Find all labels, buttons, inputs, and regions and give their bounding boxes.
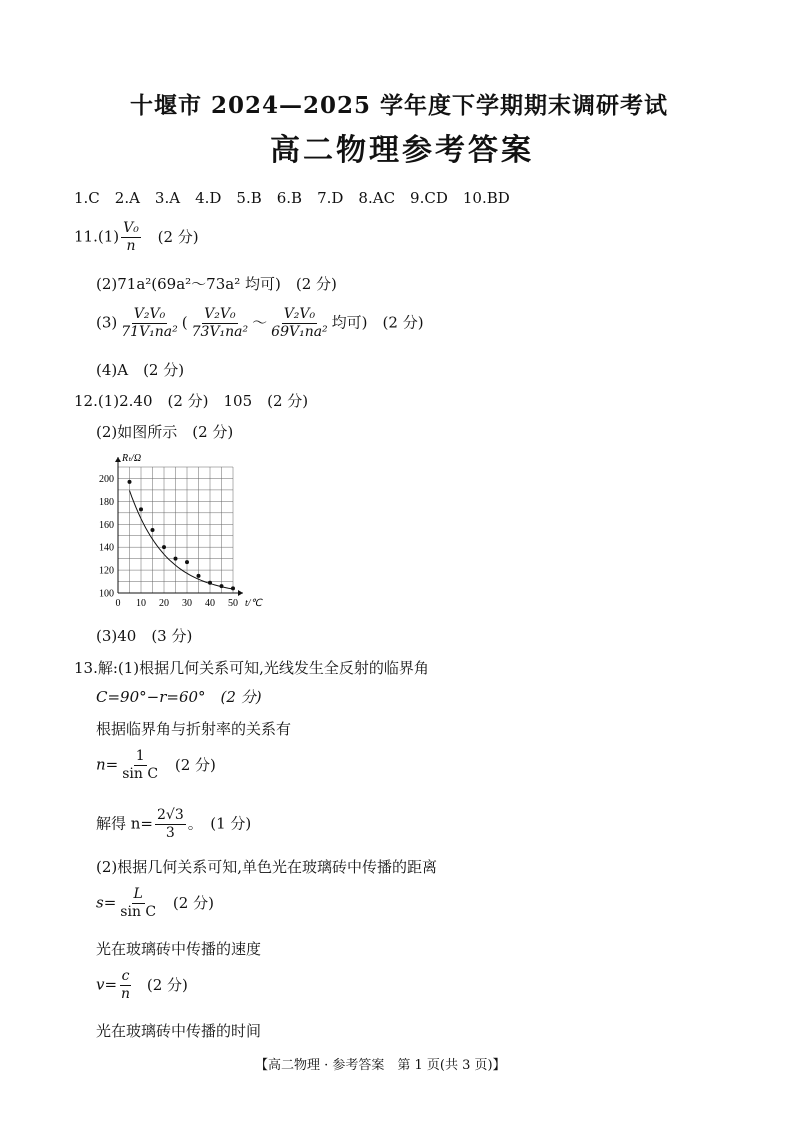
data-point bbox=[174, 557, 178, 561]
x-tick-label: 20 bbox=[159, 598, 169, 609]
q13-l5-num: 2√3 bbox=[157, 807, 184, 823]
fitted-curve bbox=[130, 491, 234, 590]
q11-label: 11. bbox=[74, 227, 98, 246]
x-tick-label: 10 bbox=[136, 598, 146, 609]
q11-p3-f2-den: 73V₁na² bbox=[191, 324, 249, 340]
q13-l9-lhs: v= bbox=[96, 975, 118, 994]
y-axis-arrow bbox=[115, 457, 121, 462]
q13-l9-score: (2 分) bbox=[146, 975, 188, 994]
q13-line8: 光在玻璃砖中传播的速度 bbox=[96, 940, 262, 958]
q13-l4-score: (2 分) bbox=[174, 755, 216, 774]
q13-l9-den: n bbox=[121, 986, 131, 1002]
q13-l7-den: sin C bbox=[120, 904, 157, 920]
page-footer: 【高二物理 · 参考答案 第 1 页(共 3 页)】 bbox=[255, 1058, 506, 1073]
q11-part2: (2)71a²(69a²～73a² 均可) (2 分) bbox=[96, 275, 337, 293]
x-tick-label: 0 bbox=[115, 598, 121, 609]
data-point bbox=[162, 545, 166, 549]
y-tick-label: 160 bbox=[99, 519, 114, 531]
q11-p3-prefix: (3) bbox=[96, 313, 118, 332]
q12-part3: (3)40 (3 分) bbox=[96, 627, 193, 645]
x-axis-label: t/℃ bbox=[245, 598, 262, 609]
q13-line9 bbox=[96, 968, 188, 1003]
q11-p3-open: ( bbox=[181, 313, 188, 332]
q11-p3-fraction-2 bbox=[190, 306, 251, 341]
q13-l4-lhs: n= bbox=[96, 755, 119, 774]
y-axis-label: Rₜ/Ω bbox=[122, 453, 142, 464]
q13-l7-fraction bbox=[118, 886, 158, 921]
x-tick-label: 40 bbox=[205, 598, 215, 609]
y-tick-label: 200 bbox=[99, 473, 114, 485]
data-point bbox=[185, 560, 189, 564]
q13-l7-score: (2 分) bbox=[172, 893, 214, 912]
q13-l4-den: sin C bbox=[122, 766, 159, 782]
q11-p1-fraction bbox=[121, 220, 141, 255]
y-tick-label: 180 bbox=[99, 496, 114, 508]
data-point bbox=[139, 507, 143, 511]
y-tick-label: 140 bbox=[99, 542, 114, 554]
q11-p1-num: V₀ bbox=[123, 220, 139, 236]
q13-l9-num: c bbox=[121, 968, 130, 984]
q11-part4: (4)A (2 分) bbox=[96, 361, 185, 379]
choice-answers: 1.C 2.A 3.A 4.D 5.B 6.B 7.D 8.AC 9.CD 10.BD bbox=[74, 189, 510, 207]
q11-part1 bbox=[74, 220, 199, 255]
page-title: 高二物理参考答案 bbox=[270, 133, 534, 168]
data-point bbox=[208, 581, 212, 585]
q11-p3-f1-num: V₂V₀ bbox=[133, 306, 166, 322]
q11-p3-fraction-3 bbox=[269, 306, 330, 341]
q12-part1: 12.(1)2.40 (2 分) 105 (2 分) bbox=[74, 392, 309, 410]
resistance-temperature-chart bbox=[86, 446, 286, 616]
exam-title: 十堰市 2024—2025 学年度下学期期末调研考试 bbox=[130, 92, 669, 119]
q11-p1-den: n bbox=[126, 238, 136, 254]
q11-part3 bbox=[96, 306, 424, 341]
q13-line4 bbox=[96, 748, 216, 783]
q13-l4-fraction bbox=[120, 748, 160, 783]
q13-l9-fraction bbox=[119, 968, 132, 1003]
q11-p1-prefix: (1) bbox=[97, 227, 120, 246]
q13-line2: C=90°−r=60° (2 分) bbox=[96, 688, 262, 706]
q13-line1: 13.解:(1)根据几何关系可知,光线发生全反射的临界角 bbox=[74, 659, 429, 677]
q11-p1-score: (2 分) bbox=[157, 227, 199, 246]
y-tick-label: 120 bbox=[99, 565, 114, 577]
q13-l5-den: 3 bbox=[165, 825, 175, 841]
x-tick-label: 50 bbox=[228, 598, 238, 609]
data-point bbox=[128, 480, 132, 484]
q13-l5-fraction bbox=[155, 807, 186, 842]
q11-p3-f3-den: 69V₁na² bbox=[271, 324, 328, 340]
q13-l7-lhs: s= bbox=[96, 893, 117, 912]
q13-line10: 光在玻璃砖中传播的时间 bbox=[96, 1022, 262, 1040]
q11-p3-f1-den: 71V₁na² bbox=[121, 324, 178, 340]
x-tick-label: 30 bbox=[182, 598, 192, 609]
q13-l7-num: L bbox=[133, 886, 143, 902]
q11-p3-tilde: ～ bbox=[252, 313, 268, 332]
x-axis-arrow bbox=[238, 590, 243, 596]
q13-line3: 根据临界角与折射率的关系有 bbox=[96, 720, 292, 738]
q13-l5-score: 。 (1 分) bbox=[187, 814, 252, 833]
y-tick-label: 100 bbox=[99, 588, 114, 600]
q13-l4-num: 1 bbox=[135, 748, 145, 764]
q11-p3-close: 均可) (2 分) bbox=[331, 313, 424, 332]
q11-p3-f2-num: V₂V₀ bbox=[204, 306, 236, 322]
q13-line6: (2)根据几何关系可知,单色光在玻璃砖中传播的距离 bbox=[96, 858, 438, 876]
data-point bbox=[231, 586, 235, 590]
q11-p3-f3-num: V₂V₀ bbox=[283, 306, 316, 322]
q13-l5-lhs: 解得 n= bbox=[96, 814, 153, 833]
q12-part2: (2)如图所示 (2 分) bbox=[96, 423, 234, 441]
q11-p3-fraction-1 bbox=[119, 306, 180, 341]
data-point bbox=[220, 584, 224, 588]
data-point bbox=[197, 574, 201, 578]
q13-line7 bbox=[96, 886, 214, 921]
q13-line5 bbox=[96, 807, 251, 842]
data-point bbox=[151, 528, 155, 532]
